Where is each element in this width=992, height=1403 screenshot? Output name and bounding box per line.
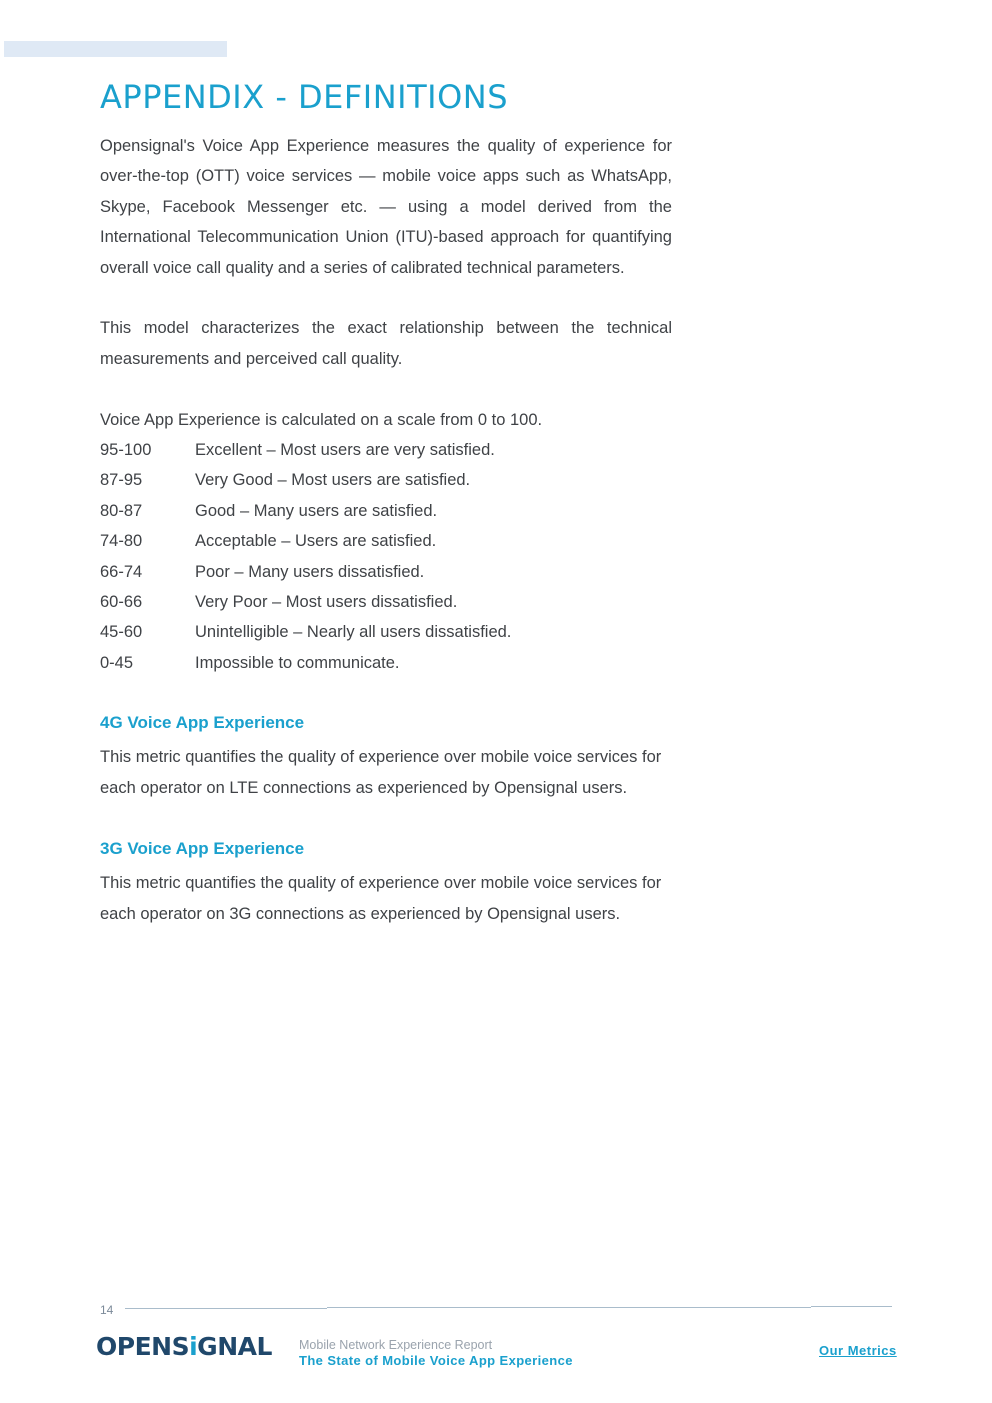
page-title: APPENDIX - DEFINITIONS: [100, 78, 509, 116]
scale-range: 80-87: [100, 501, 143, 520]
scale-description: Very Good – Most users are satisfied.: [195, 471, 471, 490]
scale-description: Acceptable – Users are satisfied.: [195, 532, 437, 551]
scale-row: [100, 496, 672, 526]
section-heading-4g: 4G Voice App Experience: [100, 713, 305, 733]
footer-report-name: Mobile Network Experience Report: [299, 1338, 493, 1352]
score-scale-list: [100, 435, 672, 678]
scale-intro: Voice App Experience is calculated on a scale from 0 to 100.: [100, 410, 543, 429]
scale-range: 45-60: [100, 623, 143, 642]
scale-row: [100, 648, 672, 678]
scale-range: 95-100: [100, 441, 152, 460]
footer-report-subtitle: The State of Mobile Voice App Experience: [299, 1353, 573, 1368]
scale-description: Impossible to communicate.: [195, 653, 400, 672]
our-metrics-link[interactable]: Our Metrics: [819, 1343, 897, 1358]
model-paragraph: This model characterizes the exact relationship between the technical measurements and perceived call quality.: [100, 319, 672, 368]
logo-wordmark: [96, 1328, 272, 1366]
scale-description: Good – Many users are satisfied.: [195, 501, 438, 520]
logo-text-part: OPENS: [96, 1332, 190, 1361]
spacer: [100, 283, 672, 313]
scale-range: 60-66: [100, 593, 143, 612]
scale-range: 74-80: [100, 532, 143, 551]
scale-range: 66-74: [100, 562, 143, 581]
section-heading-3g: 3G Voice App Experience: [100, 839, 305, 859]
opensignal-logo: [96, 1328, 272, 1366]
section-text-3g: This metric quantifies the quality of experience over mobile voice services for each operator on 3G connections as experienced by Opensignal users.: [100, 874, 662, 924]
scale-row: [100, 435, 672, 465]
scale-row: [100, 526, 672, 556]
main-content: [100, 131, 672, 930]
scale-row: [100, 617, 672, 647]
scale-row: [100, 587, 672, 617]
scale-range: 87-95: [100, 471, 143, 490]
header-accent-bar: [4, 41, 227, 57]
logo-text-part: GNAL: [197, 1332, 272, 1361]
scale-description: Unintelligible – Nearly all users dissatisfied.: [195, 623, 512, 642]
scale-range: 0-45: [100, 653, 134, 672]
intro-paragraph: Opensignal's Voice App Experience measures the quality of experience for over-the-top (OTT) voice services — mobile voice apps such as WhatsApp, Skype, Facebook Messenger etc. — using a model derived from the International Telecommunication Union (ITU)-based approach for quantifying overall voice call quality and a series of calibrated technical parameters.: [100, 137, 672, 277]
scale-description: Very Poor – Most users dissatisfied.: [195, 593, 458, 612]
scale-row: [100, 465, 672, 495]
scale-description: Poor – Many users dissatisfied.: [195, 562, 425, 581]
footer-divider: [125, 1308, 327, 1309]
page-number: 14: [100, 1303, 114, 1317]
footer-divider: [811, 1306, 892, 1307]
scale-description: Excellent – Most users are very satisfied.: [195, 441, 495, 460]
section-text-4g: This metric quantifies the quality of experience over mobile voice services for each operator on LTE connections as experienced by Opensignal users.: [100, 748, 662, 798]
footer-divider: [327, 1307, 811, 1308]
logo-signal-i: i: [189, 1332, 198, 1361]
spacer: [100, 374, 672, 404]
scale-row: [100, 557, 672, 587]
